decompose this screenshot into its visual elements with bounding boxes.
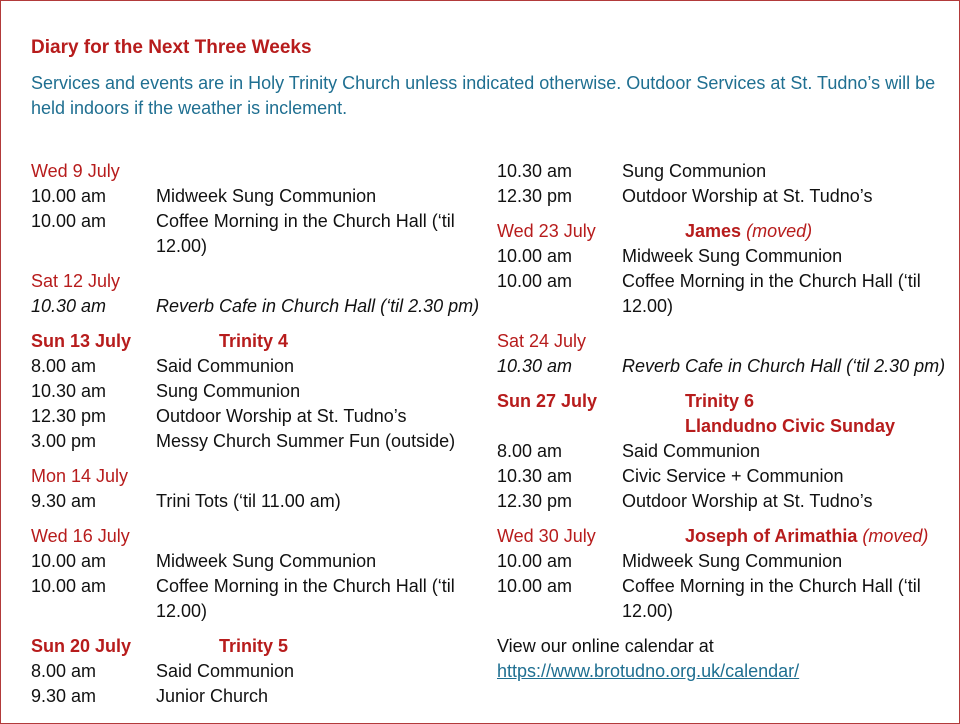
day-occasion: Trinity 4 xyxy=(219,331,289,351)
day-block xyxy=(31,634,481,709)
day-date: Wed 9 July xyxy=(31,161,120,181)
event-desc: Reverb Cafe in Church Hall (‘til 2.30 pm) xyxy=(156,296,480,316)
online-calendar-note xyxy=(497,634,947,684)
event-desc: Said Communion xyxy=(156,356,295,376)
day-date: Sat 24 July xyxy=(497,331,587,351)
event-time: 12.30 pm xyxy=(497,186,573,206)
event-time: 8.00 am xyxy=(31,661,97,681)
occasion-name: Trinity 6 xyxy=(685,391,755,411)
event-desc: Said Communion xyxy=(156,661,295,681)
event-row xyxy=(497,439,947,464)
event-row xyxy=(497,464,947,489)
event-row xyxy=(497,159,947,184)
event-row xyxy=(31,549,481,574)
day-block xyxy=(31,269,481,319)
event-desc: Junior Church xyxy=(156,686,269,706)
event-desc: Sung Communion xyxy=(156,381,301,401)
day-block xyxy=(31,159,481,259)
event-row xyxy=(31,659,481,684)
event-row xyxy=(31,379,481,404)
event-row xyxy=(497,269,947,319)
event-time: 10.00 am xyxy=(497,271,573,291)
event-time: 12.30 pm xyxy=(497,491,573,511)
day-date: Sun 20 July xyxy=(31,636,132,656)
event-time: 10.30 am xyxy=(31,296,107,316)
event-row xyxy=(31,489,481,514)
day-date: Sun 13 July xyxy=(31,331,132,351)
day-occasion: Trinity 5 xyxy=(219,636,289,656)
moved-note: (moved) xyxy=(746,221,813,241)
day-heading xyxy=(497,329,947,354)
event-desc: Midweek Sung Communion xyxy=(156,551,377,571)
event-desc: Midweek Sung Communion xyxy=(622,551,843,571)
event-time: 10.00 am xyxy=(31,186,107,206)
event-desc: Coffee Morning in the Church Hall (‘til 12.00) xyxy=(622,576,921,621)
day-heading xyxy=(31,329,481,354)
event-time: 8.00 am xyxy=(497,441,563,461)
day-block xyxy=(497,329,947,379)
event-desc: Outdoor Worship at St. Tudno’s xyxy=(622,491,873,511)
day-block xyxy=(497,219,947,319)
event-time: 10.00 am xyxy=(497,551,573,571)
day-date: Mon 14 July xyxy=(31,466,129,486)
day-heading xyxy=(497,389,947,439)
event-time: 8.00 am xyxy=(31,356,97,376)
day-heading xyxy=(31,524,481,549)
occasion-name: James xyxy=(685,221,742,241)
moved-note: (moved) xyxy=(862,526,929,546)
day-date: Sat 12 July xyxy=(31,271,121,291)
event-time: 10.00 am xyxy=(31,211,107,231)
event-desc: Coffee Morning in the Church Hall (‘til 12.00) xyxy=(156,576,455,621)
event-desc: Sung Communion xyxy=(622,161,767,181)
event-row xyxy=(31,684,481,709)
occasion-name: Joseph of Arimathia xyxy=(685,526,858,546)
event-row xyxy=(497,354,947,379)
event-time: 10.30 am xyxy=(497,356,573,376)
event-desc: Civic Service + Communion xyxy=(622,466,844,486)
event-row xyxy=(497,244,947,269)
day-block xyxy=(31,524,481,624)
event-time: 9.30 am xyxy=(31,491,97,511)
event-row xyxy=(497,184,947,209)
event-time: 10.00 am xyxy=(31,576,107,596)
day-date: Wed 23 July xyxy=(497,221,596,241)
event-desc: Reverb Cafe in Church Hall (‘til 2.30 pm) xyxy=(622,356,946,376)
day-heading xyxy=(31,634,481,659)
event-time: 10.30 am xyxy=(497,161,573,181)
event-time: 10.00 am xyxy=(31,551,107,571)
event-time: 10.00 am xyxy=(497,246,573,266)
event-row xyxy=(31,574,481,624)
event-row xyxy=(497,574,947,624)
right-column xyxy=(497,159,947,684)
event-desc: Midweek Sung Communion xyxy=(156,186,377,206)
day-block xyxy=(497,159,947,209)
left-column xyxy=(31,159,481,719)
online-calendar-text: View our online calendar at xyxy=(497,636,714,656)
day-heading xyxy=(497,219,947,244)
day-occasion xyxy=(685,524,928,549)
day-block xyxy=(31,329,481,454)
diary-intro: Services and events are in Holy Trinity Church unless indicated otherwise. Outdoor Services at St. Tudno’s will be held indoors if the weather is inclement. xyxy=(31,73,936,118)
event-desc: Outdoor Worship at St. Tudno’s xyxy=(156,406,407,426)
day-block xyxy=(497,524,947,624)
event-desc: Trini Tots (‘til 11.00 am) xyxy=(156,491,341,511)
day-date: Wed 30 July xyxy=(497,526,596,546)
event-desc: Said Communion xyxy=(622,441,761,461)
day-heading xyxy=(31,159,481,184)
diary-title: Diary for the Next Three Weeks xyxy=(31,37,312,58)
occasion-subtitle: Llandudno Civic Sunday xyxy=(685,416,896,436)
event-desc: Midweek Sung Communion xyxy=(622,246,843,266)
event-time: 12.30 pm xyxy=(31,406,107,426)
event-row xyxy=(31,294,481,319)
day-occasion xyxy=(685,389,895,439)
day-heading xyxy=(31,464,481,489)
event-time: 3.00 pm xyxy=(31,431,97,451)
event-row xyxy=(497,549,947,574)
event-desc: Coffee Morning in the Church Hall (‘til 12.00) xyxy=(622,271,921,316)
day-date: Sun 27 July xyxy=(497,391,598,411)
event-row xyxy=(31,184,481,209)
online-calendar-link[interactable]: https://www.brotudno.org.uk/calendar/ xyxy=(497,661,800,681)
event-row xyxy=(497,489,947,514)
event-time: 9.30 am xyxy=(31,686,97,706)
day-occasion xyxy=(685,219,812,244)
event-row xyxy=(31,209,481,259)
event-row xyxy=(31,429,481,454)
day-date: Wed 16 July xyxy=(31,526,130,546)
day-heading xyxy=(31,269,481,294)
event-row xyxy=(31,404,481,429)
day-heading xyxy=(497,524,947,549)
event-time: 10.30 am xyxy=(31,381,107,401)
event-time: 10.00 am xyxy=(497,576,573,596)
event-desc: Messy Church Summer Fun (outside) xyxy=(156,431,456,451)
event-time: 10.30 am xyxy=(497,466,573,486)
day-block xyxy=(497,389,947,514)
event-desc: Coffee Morning in the Church Hall (‘til 12.00) xyxy=(156,211,455,256)
day-block xyxy=(31,464,481,514)
event-desc: Outdoor Worship at St. Tudno’s xyxy=(622,186,873,206)
event-row xyxy=(31,354,481,379)
